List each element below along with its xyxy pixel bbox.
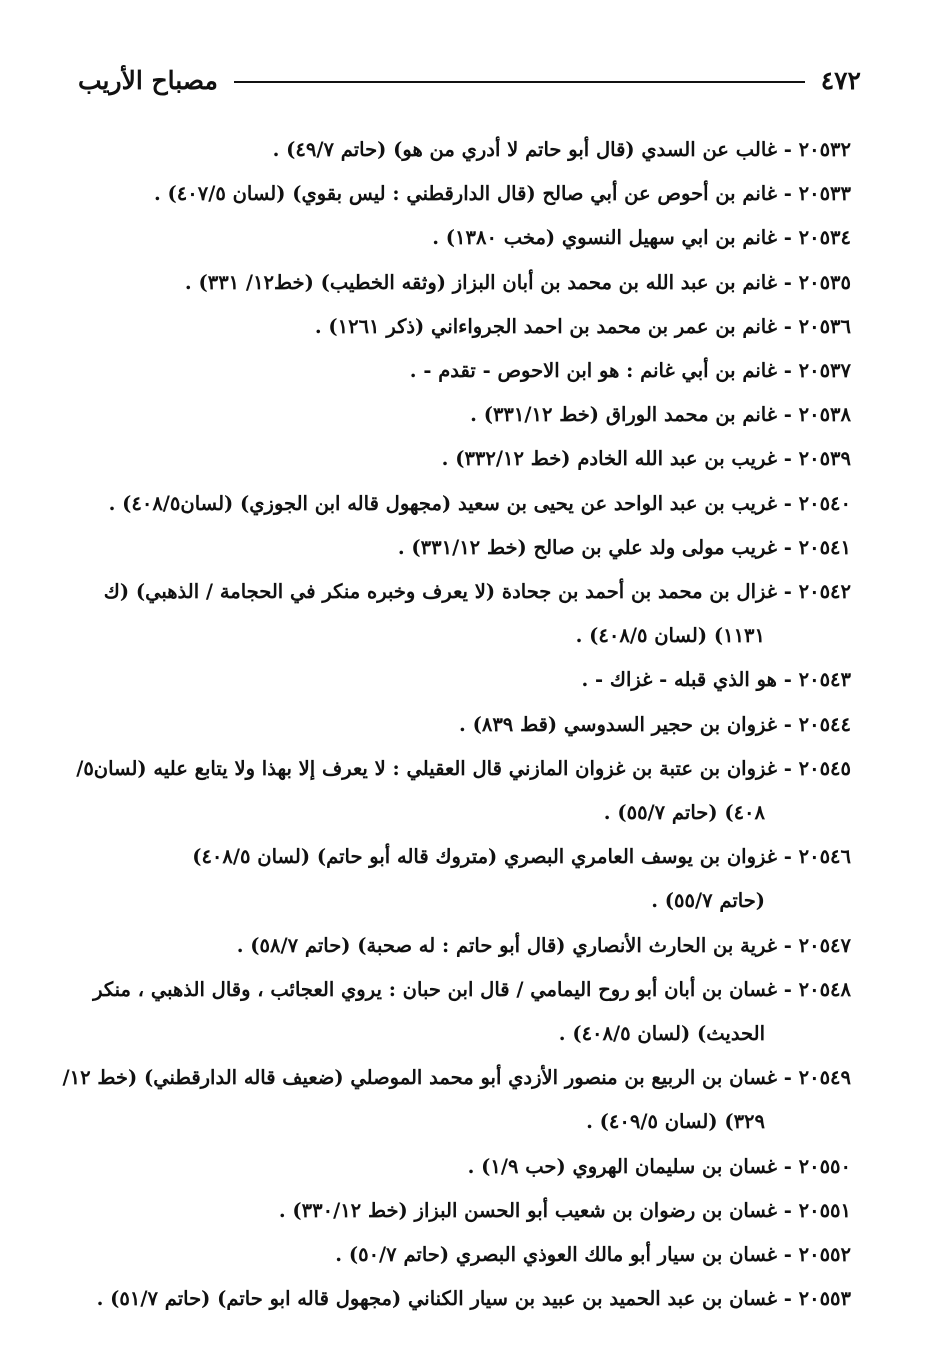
list-item xyxy=(94,924,851,968)
page-header xyxy=(78,58,861,102)
page-number: ٤٧٢ xyxy=(820,65,861,95)
list-item xyxy=(94,393,851,437)
list-item xyxy=(94,172,851,216)
list-item xyxy=(94,526,851,570)
entry-text: ٢٠٥٤٣ - هو الذي قبله - غزاك - . xyxy=(581,668,851,692)
entry-continuation: (حاتم ٥٥/٧) . xyxy=(651,889,765,913)
entry-text: ٢٠٥٣٩ - غريب بن عبد الله الخادم (خط ٣٣٢/١٢) . xyxy=(441,447,851,471)
list-item xyxy=(94,349,851,393)
list-item xyxy=(94,1189,851,1233)
list-item xyxy=(94,658,851,702)
list-item xyxy=(94,570,851,658)
entry-text: ٢٠٥٥٢ - غسان بن سيار أبو مالك العوذي البصري (حاتم ٥٠/٧) . xyxy=(335,1243,851,1267)
entry-text: ٢٠٥٤٩ - غسان بن الربيع بن منصور الأزدي أبو محمد الموصلي (ضعيف قاله الدارقطني) (خط ١٢/ xyxy=(62,1066,851,1090)
entry-text: ٢٠٥٤٤ - غزوان بن حجير السدوسي (قط ٨٣٩) . xyxy=(459,712,851,736)
list-item xyxy=(94,305,851,349)
entry-text: ٢٠٥٣٢ - غالب عن السدي (قال أبو حاتم لا أدري من هو) (حاتم ٤٩/٧) . xyxy=(272,138,851,161)
entry-continuation: ٤٠٨) (حاتم ٥٥/٧) . xyxy=(603,801,765,825)
entry-text: ٢٠٥٤١ - غريب مولى ولد علي بن صالح (خط ٣٣١/١٢) . xyxy=(397,535,851,559)
entry-text: ٢٠٥٣٨ - غانم بن محمد الوراق (خط ٣٣١/١٢) . xyxy=(470,403,851,427)
list-item xyxy=(94,703,851,747)
entry-text: ٢٠٥٣٣ - غانم بن أحوص عن أبي صالح (قال الدارقطني : ليس بقوي) (لسان ٤٠٧/٥) . xyxy=(153,182,851,206)
list-item xyxy=(94,1145,851,1189)
entry-text: ٢٠٥٥٠ - غسان بن سليمان الهروي (حب ١/٩) . xyxy=(467,1154,851,1178)
list-item xyxy=(94,1277,851,1321)
entry-text: ٢٠٥٣٧ - غانم بن أبي غانم : هو ابن الاحوص - تقدم - . xyxy=(409,359,851,383)
entry-text: ٢٠٥٤٧ - غرية بن الحارث الأنصاري (قال أبو حاتم : له صحبة) (حاتم ٥٨/٧) . xyxy=(236,933,851,957)
entry-text: ٢٠٥٣٤ - غانم بن ابي سهيل النسوي (مخب ١٣٨٠) . xyxy=(432,226,851,250)
list-item xyxy=(94,968,851,1056)
entry-text: ٢٠٥٤٠ - غريب بن عبد الواحد عن يحيى بن سعيد (مجهول قاله ابن الجوزي) (لسان٤٠٨/٥) . xyxy=(108,491,851,515)
entry-text: ٢٠٥٣٥ - غانم بن عبد الله بن محمد بن أبان البزاز (وثقه الخطيب) (خط١٢/ ٣٣١) . xyxy=(184,270,851,294)
list-item xyxy=(94,1233,851,1277)
entry-continuation: الحديث) (لسان ٤٠٨/٥) . xyxy=(558,1022,765,1046)
entry-text: ٢٠٥٥١ - غسان بن رضوان بن شعيب أبو الحسن البزاز (خط ٣٣٠/١٢) . xyxy=(278,1198,851,1222)
entry-continuation: ٣٢٩) (لسان ٤٠٩/٥) . xyxy=(586,1110,765,1134)
entry-list xyxy=(62,128,851,1321)
book-title: مصباح الأريب xyxy=(78,65,218,95)
entry-text: ٢٠٥٣٦ - غانم بن عمر بن محمد بن احمد الجرواءاني (ذكر ١٢٦١) . xyxy=(314,314,851,338)
list-item xyxy=(94,482,851,526)
entry-text: ٢٠٥٤٢ - غزال بن محمد بن أحمد بن جحادة (لا يعرف وخبره منكر في الحجامة / الذهبي) (ك xyxy=(103,580,851,604)
list-item xyxy=(94,835,851,923)
entry-text: ٢٠٥٥٣ - غسان بن عبد الحميد بن عبيد بن سيار الكناني (مجهول قاله ابو حاتم) (حاتم ٥١/٧) . xyxy=(96,1287,851,1311)
list-item xyxy=(94,437,851,481)
list-item xyxy=(62,1056,851,1144)
header-rule xyxy=(234,81,805,83)
list-item xyxy=(76,747,851,835)
entry-text: ٢٠٥٤٨ - غسان بن أبان أبو روح اليمامي / قال ابن حبان : يروي العجائب ، وقال الذهبي ، منكر xyxy=(93,977,851,1001)
entry-text: ٢٠٥٤٥ - غزوان بن عتبة بن غزوان المازني قال العقيلي : لا يعرف إلا بهذا ولا يتابع عليه (لسان٥/ xyxy=(76,756,851,780)
list-item xyxy=(94,216,851,260)
entry-text: ٢٠٥٤٦ - غزوان بن يوسف العامري البصري (متروك قاله أبو حاتم) (لسان ٤٠٨/٥) xyxy=(192,845,851,869)
list-item xyxy=(94,261,851,305)
entry-continuation: ١١٣١) (لسان ٤٠٨/٥) . xyxy=(575,624,765,648)
list-item xyxy=(94,128,851,172)
